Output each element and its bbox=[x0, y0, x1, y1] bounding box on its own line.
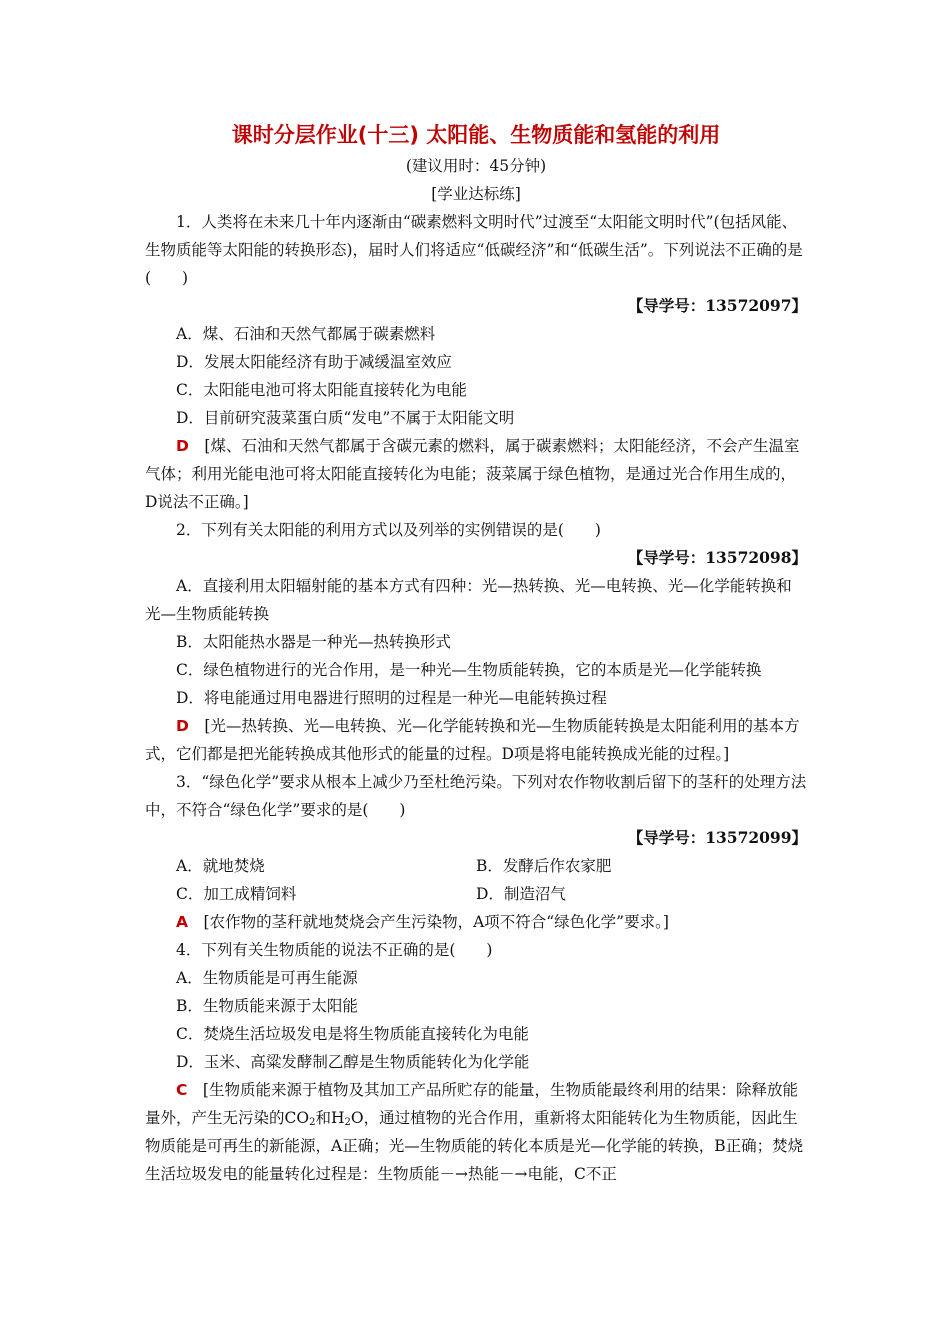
answer-letter: A bbox=[176, 913, 188, 931]
question-3-options-row-1 bbox=[145, 852, 807, 880]
answer-explanation: [农作物的茎秆就地焚烧会产生污染物，A项不符合“绿色化学”要求。] bbox=[203, 913, 669, 931]
question-1-option-d: D．目前研究菠菜蛋白质“发电”不属于太阳能文明 bbox=[176, 409, 515, 427]
question-3-option-b: B．发酵后作农家肥 bbox=[476, 857, 612, 875]
question-3-option-c: C．加工成精饲料 bbox=[176, 885, 297, 903]
question-4-option-d: D．玉米、高粱发酵制乙醇是生物质能转化为化学能 bbox=[176, 1053, 530, 1071]
question-2-stem: 2．下列有关太阳能的利用方式以及列举的实例错误的是( ) bbox=[176, 521, 601, 539]
answer-letter: D bbox=[176, 717, 189, 735]
question-2-answer bbox=[145, 712, 807, 768]
answer-explanation: [煤、石油和天然气都属于含碳元素的燃料，属于碳素燃料；太阳能经济，不会产生温室气体；利用光能电池可将太阳能直接转化为电能；菠菜属于绿色植物，是通过光合作用生成的，D说法不正确。] bbox=[145, 437, 800, 511]
question-2-ref: 【导学号：13572098】 bbox=[627, 548, 807, 567]
question-1-stem: 1．人类将在未来几十年内逐渐由“碳素燃料文明时代”过渡至“太阳能文明时代”(包括风能、生物质能等太阳能的转换形态)，届时人们将适应“低碳经济”和“低碳生活”。下列说法不正确的是( ) bbox=[145, 213, 803, 287]
question-4-option-c: C．焚烧生活垃圾发电是将生物质能直接转化为电能 bbox=[176, 1025, 529, 1043]
answer-letter: C bbox=[176, 1081, 188, 1099]
question-1-answer bbox=[145, 432, 807, 516]
question-1-option-b: D．发展太阳能经济有助于减缓温室效应 bbox=[176, 353, 452, 371]
page-title: 课时分层作业(十三) 太阳能、生物质能和氢能的利用 bbox=[231, 123, 721, 147]
question-3-ref: 【导学号：13572099】 bbox=[627, 828, 807, 847]
question-2-option-a: A．直接利用太阳辐射能的基本方式有四种：光—热转换、光—电转换、光—化学能转换和光—生物质能转换 bbox=[145, 577, 792, 623]
question-4-stem: 4．下列有关生物质能的说法不正确的是( ) bbox=[176, 941, 493, 959]
answer-explanation-part-1: [生物质能来源于植物及其加工产品所贮存的能量，生物质能最终利用的结果：除释放能量外，产生无污染的CO bbox=[145, 1081, 798, 1127]
question-4-option-a: A．生物质能是可再生能源 bbox=[176, 969, 358, 987]
question-3-answer bbox=[145, 908, 807, 936]
question-3-stem: 3．“绿色化学”要求从根本上减少乃至杜绝污染。下列对农作物收割后留下的茎秆的处理方法中，不符合“绿色化学”要求的是( ) bbox=[145, 773, 807, 819]
question-1-ref: 【导学号：13572097】 bbox=[627, 296, 807, 315]
question-1-option-a: A．煤、石油和天然气都属于碳素燃料 bbox=[176, 325, 436, 343]
question-2-option-d: D．将电能通过用电器进行照明的过程是一种光—电能转换过程 bbox=[176, 689, 607, 707]
question-2-option-c: C．绿色植物进行的光合作用，是一种光—生物质能转换，它的本质是光—化学能转换 bbox=[176, 661, 762, 679]
subscript: 2 bbox=[309, 1117, 316, 1128]
question-2-option-b: B．太阳能热水器是一种光—热转换形式 bbox=[176, 633, 451, 651]
answer-explanation: [光—热转换、光—电转换、光—化学能转换和光—生物质能转换是太阳能利用的基本方式，它们都是把光能转换成其他形式的能量的过程。D项是将电能转换成光能的过程。] bbox=[145, 717, 800, 763]
question-3-options-row-2 bbox=[145, 880, 807, 908]
answer-explanation-part-2: 和H bbox=[315, 1109, 345, 1127]
time-note: (建议用时：45分钟) bbox=[405, 157, 547, 175]
question-1-option-c: C．太阳能电池可将太阳能直接转化为电能 bbox=[176, 381, 467, 399]
subscript: 2 bbox=[344, 1117, 351, 1128]
section-label: [学业达标练] bbox=[431, 185, 521, 203]
question-3-option-a: A．就地焚烧 bbox=[176, 857, 265, 875]
question-4-answer bbox=[145, 1076, 807, 1188]
question-4-option-b: B．生物质能来源于太阳能 bbox=[176, 997, 358, 1015]
answer-letter: D bbox=[176, 437, 189, 455]
document-content bbox=[145, 120, 807, 1188]
answer-explanation-part-3: O，通过植物的光合作用，重新将太阳能转化为生物质能，因此生物质能是可再生的新能源，A正确；光—生物质能的转化本质是光—化学能的转换，B正确；焚烧生活垃圾发电的能量转化过程是：生物质能－→热能－→电能，C不正 bbox=[145, 1109, 804, 1183]
question-3-option-d: D．制造沼气 bbox=[476, 885, 566, 903]
